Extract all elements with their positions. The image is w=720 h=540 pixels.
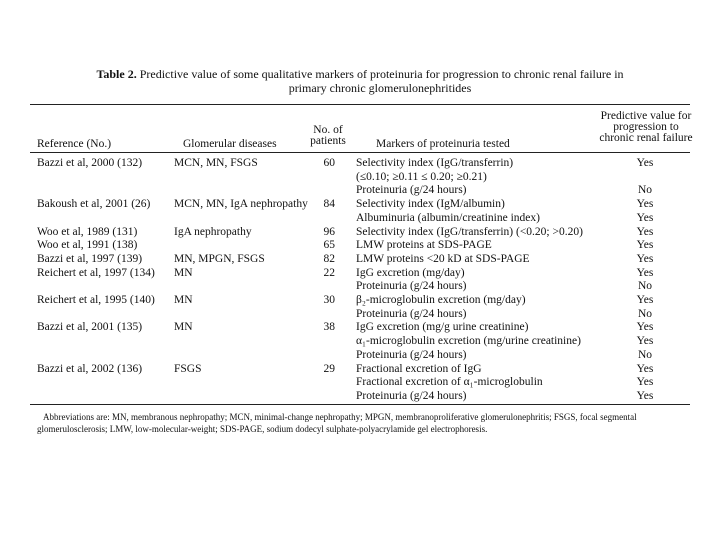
header-predictive-line-3: chronic renal failure: [599, 132, 693, 144]
cell-marker: Selectivity index (IgG/transferrin): [356, 157, 514, 169]
cell-reference: Bakoush et al, 2001 (26): [37, 198, 151, 211]
cell-disease: MN: [174, 266, 193, 279]
cell-patients: 22: [323, 266, 335, 279]
cell-predictive-value: Yes: [636, 252, 654, 265]
cell-patients: 65: [323, 239, 335, 252]
cell-marker: Proteinuria (g/24 hours): [356, 184, 467, 197]
cell-predictive-value: Yes: [636, 225, 654, 238]
cell-patients: 60: [323, 157, 335, 169]
cell-reference: Bazzi et al, 2001 (135): [37, 321, 143, 334]
header-patients-line-2: patients: [310, 135, 346, 147]
cell-predictive-value: Yes: [636, 335, 654, 348]
header-rule: [30, 152, 690, 153]
cell-reference: Woo et al, 1991 (138): [37, 239, 138, 252]
footnote: Abbreviations are: MN, membranous nephropathy; MCN, minimal-change nephropathy; MPGN, membranoproliferative glomerulonephritis; FSGS, focal segmental glomerulosclerosis; LMW, low-molecular-weight; SDS-PAGE, sodium dodecyl sulphate-polyacrylamide gel electrophoresis.: [37, 412, 637, 434]
cell-marker: Fractional excretion of α₁-microglobulin: [356, 376, 543, 389]
caption-line-2: primary chronic glomerulonephritides: [288, 81, 472, 95]
cell-reference: Bazzi et al, 1997 (139): [37, 252, 143, 265]
cell-disease: MN, MPGN, FSGS: [174, 252, 265, 265]
cell-marker: β₂-microglobulin excretion (mg/day): [356, 294, 526, 306]
cell-disease: IgA nephropathy: [174, 225, 252, 238]
cell-predictive-value: Yes: [636, 294, 654, 306]
cell-predictive-value: No: [637, 348, 653, 361]
header-patients-line-1: No. of: [313, 124, 343, 136]
cell-marker: (≤0.10; ≥0.11 ≤ 0.20; ≥0.21): [356, 170, 487, 183]
top-rule: [30, 104, 690, 105]
cell-patients: 38: [323, 321, 335, 334]
cell-marker: LMW proteins <20 kD at SDS-PAGE: [356, 252, 530, 265]
cell-disease: MCN, MN, FSGS: [174, 157, 258, 169]
cell-marker: Proteinuria (g/24 hours): [356, 280, 467, 293]
cell-patients: 96: [323, 225, 335, 238]
cell-marker: Proteinuria (g/24 hours): [356, 307, 467, 320]
cell-predictive-value: Yes: [636, 362, 654, 375]
cell-predictive-value: Yes: [636, 239, 654, 252]
cell-marker: LMW proteins at SDS-PAGE: [356, 239, 492, 252]
table-label: Table 2.: [96, 67, 137, 81]
cell-marker: Fractional excretion of IgG: [356, 362, 482, 375]
cell-reference: Woo et al, 1989 (131): [37, 225, 138, 238]
cell-marker: Proteinuria (g/24 hours): [356, 389, 467, 402]
cell-patients: 30: [323, 294, 335, 306]
cell-predictive-value: Yes: [636, 389, 654, 402]
header-predictive-value: [590, 111, 702, 144]
cell-predictive-value: Yes: [636, 321, 654, 334]
cell-patients: 82: [323, 252, 335, 265]
cell-predictive-value: No: [637, 184, 653, 197]
cell-marker: Albuminuria (albumin/creatinine index): [356, 211, 540, 224]
cell-predictive-value: No: [637, 307, 653, 320]
cell-reference: Bazzi et al, 2000 (132): [37, 157, 143, 169]
cell-disease: FSGS: [174, 362, 202, 375]
cell-marker: Selectivity index (IgM/albumin): [356, 198, 505, 211]
cell-patients: 84: [323, 198, 335, 211]
cell-predictive-value: Yes: [636, 211, 654, 224]
bottom-rule: [30, 404, 690, 405]
cell-reference: Bazzi et al, 2002 (136): [37, 362, 143, 375]
cell-disease: MN: [174, 321, 193, 334]
header-predictive-line-2: progression to: [613, 121, 679, 133]
cell-predictive-value: Yes: [636, 157, 654, 169]
cell-reference: Reichert et al, 1995 (140): [37, 294, 155, 306]
cell-predictive-value: No: [637, 280, 653, 293]
header-markers: Markers of proteinuria tested: [376, 138, 510, 150]
cell-marker: IgG excretion (mg/g urine creatinine): [356, 321, 529, 334]
table-caption: [0, 67, 720, 95]
cell-patients: 29: [323, 362, 335, 375]
cell-disease: MN: [174, 294, 193, 306]
cell-marker: α₁-microglobulin excretion (mg/urine creatinine): [356, 335, 581, 348]
cell-marker: IgG excretion (mg/day): [356, 266, 465, 279]
cell-reference: Reichert et al, 1997 (134): [37, 266, 155, 279]
header-predictive-line-1: Predictive value for: [600, 110, 692, 122]
cell-predictive-value: Yes: [636, 266, 654, 279]
caption-line-1: Predictive value of some qualitative markers of proteinuria for progression to chronic renal failure in: [139, 67, 624, 81]
cell-disease: MCN, MN, IgA nephropathy: [174, 198, 308, 211]
cell-marker: Proteinuria (g/24 hours): [356, 348, 467, 361]
cell-predictive-value: Yes: [636, 198, 654, 211]
header-number-of-patients: [300, 125, 356, 147]
cell-predictive-value: Yes: [636, 376, 654, 389]
cell-marker: Selectivity index (IgG/transferrin) (<0.20; >0.20): [356, 225, 583, 238]
header-glomerular-diseases: Glomerular diseases: [183, 138, 277, 150]
header-reference: Reference (No.): [37, 138, 112, 150]
